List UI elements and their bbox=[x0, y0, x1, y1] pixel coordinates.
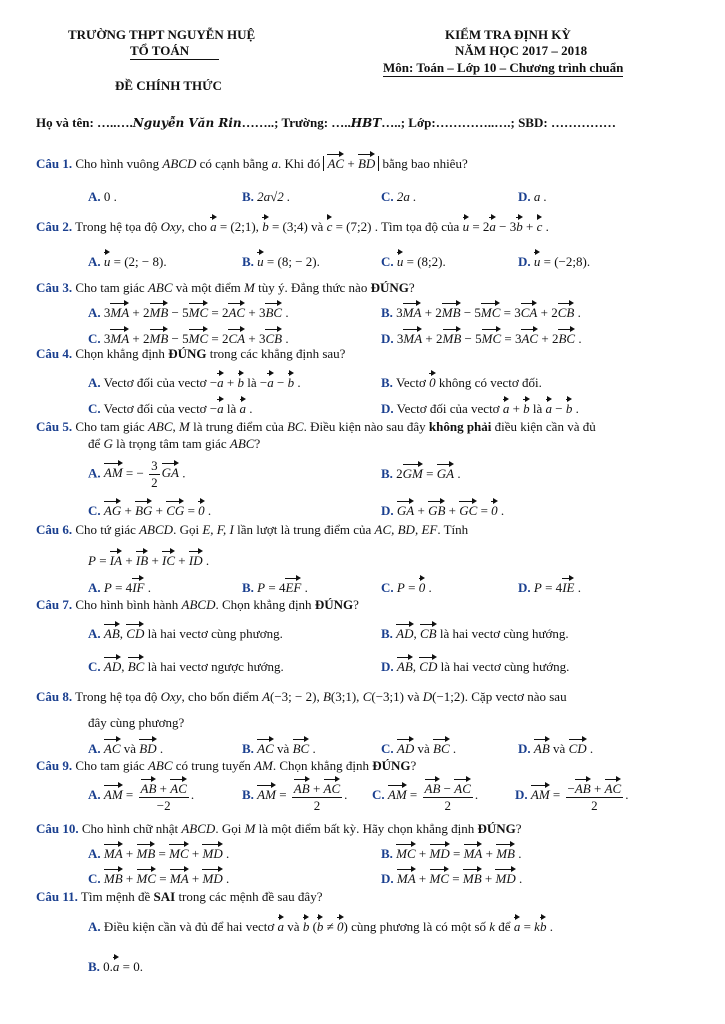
q10-option-a[interactable]: A. MA + MB = MC + MD . bbox=[88, 843, 229, 862]
q1-option-b[interactable]: B. 2a√2 . bbox=[242, 189, 291, 204]
q2-text-a: Trong hệ tọa độ bbox=[75, 219, 158, 234]
q2-vectors: a = (2;1), b = (3;4) và c = (7;2) . bbox=[210, 219, 378, 234]
question-2 bbox=[36, 216, 549, 235]
q9-triangle: ABC bbox=[147, 758, 173, 773]
q10-number: Câu 10. bbox=[36, 821, 79, 836]
q3-number: Câu 3. bbox=[36, 280, 73, 295]
sbd-label: SBD: bbox=[518, 115, 551, 130]
q8-option-a[interactable]: A. AC và BD . bbox=[88, 738, 163, 757]
q1-option-d[interactable]: D. a . bbox=[518, 189, 547, 204]
student-school-value: HBT bbox=[350, 116, 382, 130]
q7-option-d[interactable]: D. AB, CD là hai vectơ cùng hướng. bbox=[381, 656, 569, 675]
subject-line: Môn: Toán – Lớp 10 – Chương trình chuẩn bbox=[383, 60, 624, 75]
q11-number: Câu 11. bbox=[36, 889, 78, 904]
q6-shape: ABCD bbox=[139, 522, 174, 537]
name-dots-pre: …..…. bbox=[97, 115, 133, 130]
q7-text-c: . Chọn khẳng định bbox=[215, 597, 312, 612]
name-label: Họ và tên: bbox=[36, 115, 98, 130]
q10-text-e: là một điểm bất kỳ. Hãy chọn khẳng định bbox=[258, 821, 475, 836]
q1-shape: ABCD bbox=[162, 156, 197, 171]
q9-option-a[interactable]: A. AM = $\frac{AB + AC}{-2}$ . bbox=[88, 778, 194, 814]
q5-option-b[interactable]: B. 2GM = GA . bbox=[381, 463, 461, 482]
exam-title: KIỂM TRA ĐỊNH KỲ bbox=[445, 27, 571, 42]
q6-expression: P = IA + IB + IC + ID . bbox=[88, 550, 209, 569]
q8-text-a: Trong hệ tọa độ bbox=[75, 689, 158, 704]
q7-option-c[interactable]: C. AD, BC là hai vectơ ngược hướng. bbox=[88, 656, 284, 675]
q10-emphasis: ĐÚNG bbox=[477, 821, 516, 836]
q3-text-e: tùy ý. Đẳng thức nào bbox=[258, 280, 368, 295]
q6-option-d[interactable]: D. P = 4IE . bbox=[518, 577, 581, 596]
q5-emphasis: không phải bbox=[428, 419, 492, 434]
q6-option-c[interactable]: C. P = 0 . bbox=[381, 577, 432, 596]
q1-option-a[interactable]: A. 0 . bbox=[88, 189, 117, 204]
q11-text-a: Tìm mệnh đề bbox=[80, 889, 151, 904]
question-8-line-2: đây cùng phương? bbox=[88, 715, 185, 730]
question-4 bbox=[36, 346, 345, 362]
school-name: TRƯỜNG THPT NGUYỄN HUỆ bbox=[68, 27, 256, 42]
q1-number: Câu 1. bbox=[36, 156, 73, 171]
q8-system: Oxy bbox=[160, 689, 182, 704]
question-5-line-2: để G là trọng tâm tam giác ABC? bbox=[88, 436, 261, 451]
q9-emphasis: ĐÚNG bbox=[372, 758, 411, 773]
q2-option-b[interactable]: B. u = (8; − 2). bbox=[242, 251, 320, 270]
q1-text-e: . Khi đó bbox=[277, 156, 321, 171]
q6-text-e: lần lượt là trung điểm của bbox=[237, 522, 372, 537]
q3-option-b[interactable]: B. 3MA + 2MB − 5MC = 3CA + 2CB . bbox=[381, 302, 581, 321]
q3-text-a: Cho tam giác bbox=[75, 280, 145, 295]
q10-option-d[interactable]: D. MA + MC = MB + MD . bbox=[381, 868, 522, 887]
q8-number: Câu 8. bbox=[36, 689, 73, 704]
q4-number: Câu 4. bbox=[36, 346, 73, 361]
student-name-value: Nguyễn Văn Rin bbox=[132, 116, 242, 130]
q8-option-d[interactable]: D. AB và CD . bbox=[518, 738, 593, 757]
q3-option-c[interactable]: C. 3MA + 2MB − 5MC = 2CA + 3CB . bbox=[88, 328, 289, 347]
school-year: NĂM HỌC 2017 – 2018 bbox=[455, 43, 588, 58]
q5-option-d[interactable]: D. GA + GB + GC = 0 . bbox=[381, 500, 504, 519]
q10-point: M bbox=[244, 821, 256, 836]
q11-option-b[interactable]: B. 0.a = 0. bbox=[88, 956, 143, 975]
q3-text-c: và một điểm bbox=[175, 280, 241, 295]
q7-emphasis: ĐÚNG bbox=[314, 597, 354, 612]
q2-option-a[interactable]: A. u = (2; − 8). bbox=[88, 251, 167, 270]
q4-option-a[interactable]: A. Vectơ đối của vectơ −a + b là −a − b . bbox=[88, 372, 301, 391]
sbd-dots: …………… bbox=[550, 115, 616, 130]
q11-text-c: trong các mệnh đề sau đây? bbox=[178, 889, 323, 904]
q10-text-a: Cho hình chữ nhật bbox=[81, 821, 179, 836]
q2-text-c: , cho bbox=[181, 219, 207, 234]
q10-option-b[interactable]: B. MC + MD = MA + MB . bbox=[381, 843, 521, 862]
q5-text-a: Cho tam giác bbox=[75, 419, 145, 434]
q2-text-d: Tìm tọa độ của bbox=[380, 219, 460, 234]
q1-text-a: Cho hình vuông bbox=[75, 156, 160, 171]
q4-text-a: Chọn khẳng định bbox=[75, 346, 165, 361]
question-9: Câu 9. Cho tam giác ABC có trung tuyến AM. Chọn khẳng định ĐÚNG? bbox=[36, 758, 417, 773]
q3-triangle: ABC bbox=[147, 280, 173, 295]
class-label: Lớp: bbox=[408, 115, 436, 130]
student-info bbox=[36, 115, 616, 131]
school-label: Trường: bbox=[281, 115, 332, 130]
q2-number: Câu 2. bbox=[36, 219, 73, 234]
official-exam-label: ĐỀ CHÍNH THỨC bbox=[115, 78, 222, 93]
department: TỔ TOÁN bbox=[130, 43, 219, 60]
q9-number: Câu 9. bbox=[36, 758, 73, 773]
q11-emphasis: SAI bbox=[153, 889, 176, 904]
q3-option-a[interactable]: A. 3MA + 2MB − 5MC = 2AC + 3BC . bbox=[88, 302, 289, 321]
q8-option-b[interactable]: B. AC và BC . bbox=[242, 738, 316, 757]
q8-text-e: . Cặp vectơ nào sau bbox=[464, 689, 567, 704]
q4-text-c: trong các khẳng định sau? bbox=[209, 346, 346, 361]
q6-option-a[interactable]: A. P = 4IF . bbox=[88, 577, 151, 596]
q9-text-e: . Chọn khẳng định bbox=[272, 758, 369, 773]
q7-option-b[interactable]: B. AD, CB là hai vectơ cùng hướng. bbox=[381, 623, 569, 642]
q3-option-d[interactable]: D. 3MA + 2MB − 5MC = 3AC + 2BC . bbox=[381, 328, 582, 347]
q6-text-g: . Tính bbox=[437, 522, 469, 537]
q7-shape: ABCD bbox=[181, 597, 216, 612]
q1-text-c: có cạnh bằng bbox=[199, 156, 269, 171]
q2-option-d[interactable]: D. u = (−2;8). bbox=[518, 251, 590, 270]
question-8 bbox=[36, 689, 567, 705]
q6-option-b[interactable]: B. P = 4EF . bbox=[242, 577, 308, 596]
q9-option-b[interactable]: B. AM = $\frac{AB + AC}{2}$ . bbox=[242, 778, 347, 814]
q6-text-a: Cho tứ giác bbox=[75, 522, 136, 537]
q4-emphasis: ĐÚNG bbox=[168, 346, 207, 361]
q10-shape: ABCD bbox=[181, 821, 216, 836]
q7-option-a[interactable]: A. AB, CD là hai vectơ cùng phương. bbox=[88, 623, 283, 642]
q10-text-c: . Gọi bbox=[215, 821, 242, 836]
q1-text-f: bằng bao nhiêu? bbox=[382, 156, 468, 171]
q11-option-a[interactable]: A. Điều kiện cần và đủ để hai vectơ a và b (b ≠ 0) cùng phương là có một số k để a = kb . bbox=[88, 916, 553, 935]
q6-segments: AC, BD, EF bbox=[374, 522, 438, 537]
school-dots-pre: ….. bbox=[331, 115, 351, 130]
question-3: Câu 3. Cho tam giác ABC và một điểm M tùy ý. Đẳng thức nào ĐÚNG? bbox=[36, 280, 415, 295]
q9-median: AM bbox=[254, 758, 273, 773]
q3-point: M bbox=[244, 280, 255, 295]
school-dots-post: …..; bbox=[381, 115, 409, 130]
q5-number: Câu 5. bbox=[36, 419, 73, 434]
name-dots-post: ……..; bbox=[241, 115, 282, 130]
q2-option-c[interactable]: C. u = (8;2). bbox=[381, 251, 446, 270]
q9-option-c[interactable]: C. AM = $\frac{AB - AC}{2}$ . bbox=[372, 778, 478, 814]
q5-text-e: là trung điểm của bbox=[193, 419, 284, 434]
q5-text-g: . Điều kiện nào sau đây bbox=[303, 419, 426, 434]
q5-triangle: ABC bbox=[147, 419, 173, 434]
q5-point: M bbox=[179, 419, 190, 434]
question-6 bbox=[36, 522, 468, 538]
q6-number: Câu 6. bbox=[36, 522, 73, 537]
q7-text-a: Cho hình bình hành bbox=[75, 597, 179, 612]
q9-text-c: có trung tuyến bbox=[175, 758, 251, 773]
q9-text-a: Cho tam giác bbox=[75, 758, 145, 773]
q5-segment: BC bbox=[286, 419, 304, 434]
q4-option-d[interactable]: D. Vectơ đối của vectơ a + b là a − b . bbox=[381, 398, 579, 417]
question-10: Câu 10. Cho hình chữ nhật ABCD. Gọi M là một điểm bất kỳ. Hãy chọn khẳng định ĐÚNG? bbox=[36, 821, 522, 836]
q6-text-c: . Gọi bbox=[173, 522, 200, 537]
q1-side: a bbox=[271, 156, 278, 171]
q2-target: u = 2a − 3b + c . bbox=[463, 219, 549, 234]
class-dots: …………..….; bbox=[435, 115, 519, 130]
q8-option-c[interactable]: C. AD và BC . bbox=[381, 738, 456, 757]
question-1 bbox=[36, 153, 468, 172]
q9-option-d[interactable]: D. AM = $\frac{-AB + AC}{2}$ . bbox=[515, 778, 628, 814]
q6-points: E, F, I bbox=[202, 522, 234, 537]
question-7: Câu 7. Cho hình bình hành ABCD. Chọn khẳng định ĐÚNG? bbox=[36, 597, 359, 612]
q5-text-i: điều kiện cần và đủ bbox=[494, 419, 596, 434]
q5-option-a[interactable]: A. AM = − $\frac{3}{2}$ GA . bbox=[88, 458, 186, 490]
q8-point-d: D(−1;2) bbox=[422, 689, 465, 704]
q1-option-c[interactable]: C. 2a . bbox=[381, 189, 417, 204]
q8-points: A(−3; − 2), B(3;1), C(−3;1) bbox=[262, 689, 404, 704]
q8-text-c: , cho bốn điểm bbox=[181, 689, 259, 704]
q4-option-b[interactable]: B. Vectơ 0 không có vectơ đối. bbox=[381, 372, 542, 391]
question-11 bbox=[36, 889, 322, 905]
q2-system: Oxy bbox=[160, 219, 182, 234]
q7-number: Câu 7. bbox=[36, 597, 73, 612]
q5-comma: , bbox=[172, 419, 176, 434]
q4-option-c[interactable]: C. Vectơ đối của vectơ −a là a . bbox=[88, 398, 253, 417]
q3-emphasis: ĐÚNG bbox=[370, 280, 409, 295]
q10-option-c[interactable]: C. MB + MC = MA + MD . bbox=[88, 868, 229, 887]
q8-text-d: và bbox=[407, 689, 420, 704]
question-5 bbox=[36, 419, 596, 435]
q5-option-c[interactable]: C. AG + BG + CG = 0 . bbox=[88, 500, 211, 519]
q1-expression: AC + BD bbox=[323, 156, 379, 171]
